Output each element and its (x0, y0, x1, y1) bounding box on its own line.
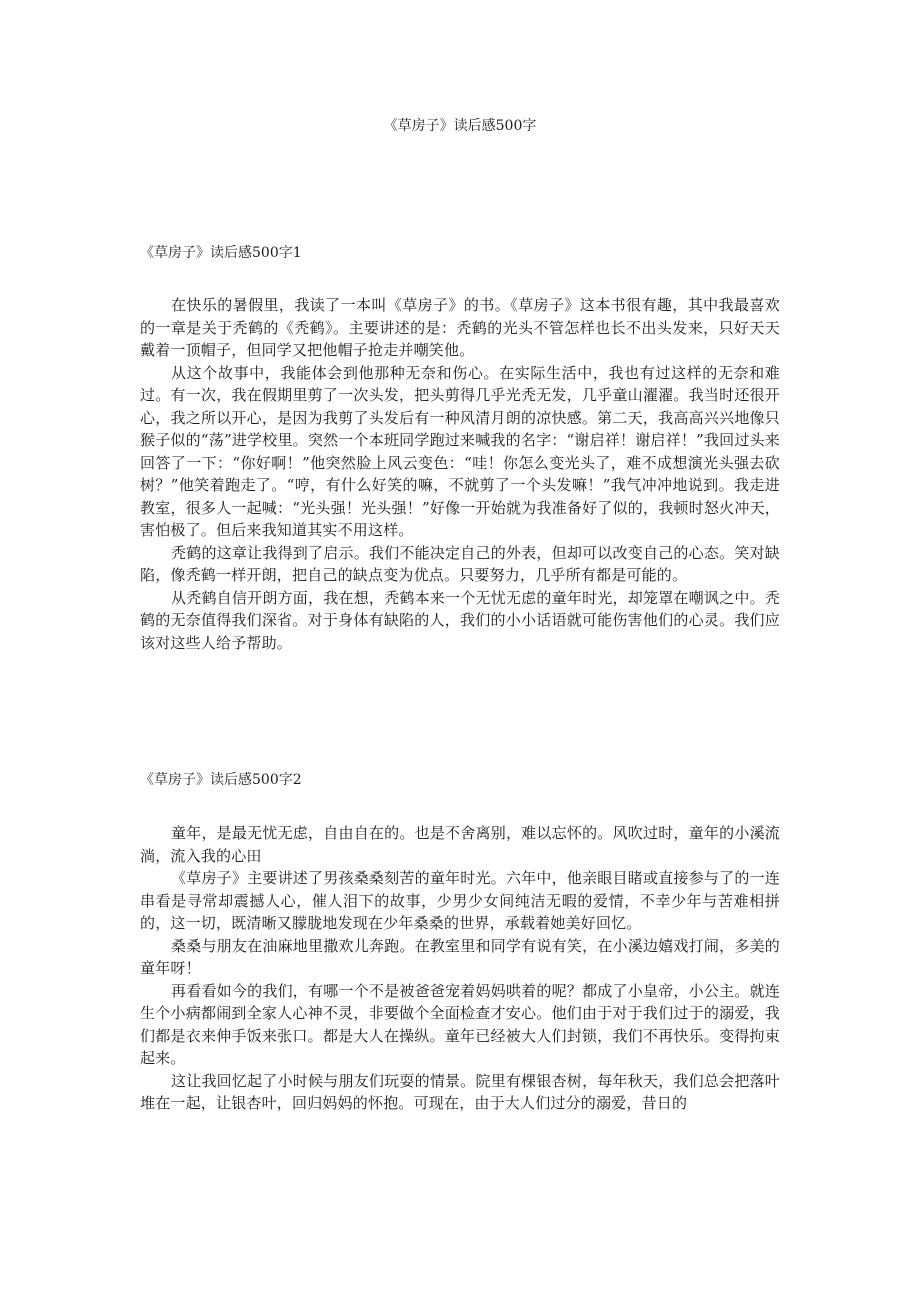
paragraph: 这让我回忆起了小时候与朋友们玩耍的情景。院里有棵银杏树，每年秋天，我们总会把落叶堆在一起，让银杏叶，回归妈妈的怀抱。可现在，由于大人们过分的溺爱，昔日的 (140, 1071, 780, 1112)
paragraph: 从这个故事中，我能体会到他那种无奈和伤心。在实际生活中，我也有过这样的无奈和难过。有一次，我在假期里剪了一次头发，把头剪得几乎光秃无发，几乎童山濯濯。我当时还很开心，我之所以开心，是因为我剪了头发后有一种风清月朗的凉快感。第二天，我高高兴兴地像只猴子似的“荡”进学校里。突然一个本班同学跑过来喊我的名字：“谢启祥！谢启祥！”我回过头来回答了一下：“你好啊！”他突然脸上风云变色：“哇！你怎么变光头了，难不成想演光头强去砍树？”他笑着跑走了。“哼，有什么好笑的嘛，不就剪了一个头发嘛！”我气冲冲地说到。我走进教室，很多人一起喊：“光头强！光头强！”好像一开始就为我准备好了似的，我顿时怒火冲天，害怕极了。但后来我知道其实不用这样。 (140, 363, 780, 539)
paragraph: 再看看如今的我们，有哪一个不是被爸爸宠着妈妈哄着的呢？都成了小皇帝，小公主。就连生个小病都闹到全家人心神不灵，非要做个全面检查才安心。他们由于对于我们过于的溺爱，我们都是衣来伸手饭来张口。都是大人在操纵。童年已经被大人们封锁，我们不再快乐。变得拘束起来。 (140, 981, 780, 1067)
paragraph: 桑桑与朋友在油麻地里撒欢儿奔跑。在教室里和同学有说有笑，在小溪边嬉戏打闹，多美的童年呀！ (140, 936, 780, 977)
paragraph: 秃鹤的这章让我得到了启示。我们不能决定自己的外表，但却可以改变自己的心态。笑对缺陷，像秃鹤一样开朗，把自己的缺点变为优点。只要努力，几乎所有都是可能的。 (140, 543, 780, 584)
paragraph: 在快乐的暑假里，我读了一本叫《草房子》的书。《草房子》这本书很有趣，其中我最喜欢的一章是关于秃鹤的《秃鹤》。主要讲述的是：秃鹤的光头不管怎样也长不出头发来，只好天天戴着一顶帽子，但同学又把他帽子抢走并嘲笑他。 (140, 296, 780, 359)
section-1-body (140, 294, 780, 654)
paragraph: 《草房子》主要讲述了男孩桑桑刻苦的童年时光。六年中，他亲眼目睹或直接参与了的一连串看是寻常却震撼人心，催人泪下的故事，少男少女间纯洁无暇的爱情，不幸少年与苦难相拼的，这一切，既清晰又朦胧地发现在少年桑桑的世界，承载着她美好回忆。 (140, 869, 780, 932)
section-2-body (140, 822, 780, 1115)
section-heading-1: 《草房子》读后感500字1 (140, 245, 302, 261)
paragraph: 童年，是最无忧无虑，自由自在的。也是不舍离别，难以忘怀的。风吹过时，童年的小溪流淌，流入我的心田 (140, 824, 780, 865)
document-title: 《草房子》读后感500字 (383, 118, 537, 134)
section-heading-2: 《草房子》读后感500字2 (140, 772, 302, 788)
paragraph: 从秃鹤自信开朗方面，我在想，秃鹤本来一个无忧无虑的童年时光，却笼罩在嘲讽之中。秃鹤的无奈值得我们深省。对于身体有缺陷的人，我们的小小话语就可能伤害他们的心灵。我们应该对这些人给予帮助。 (140, 588, 780, 652)
